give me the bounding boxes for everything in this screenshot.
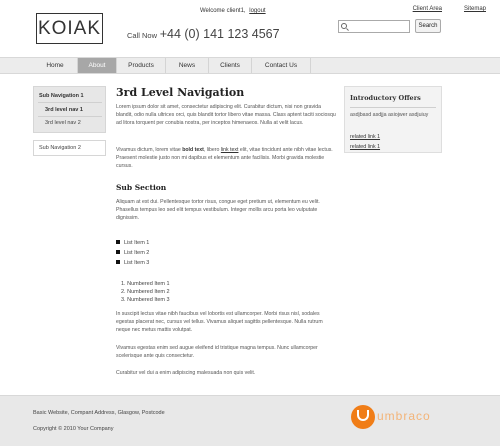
footer-copyright: Copyright © 2010 Your Company (33, 426, 114, 432)
phone-number: +44 (0) 141 123 4567 (159, 27, 280, 41)
nav-item-clients[interactable]: Clients (220, 62, 240, 69)
subnav-item-1[interactable]: 3rd level nav 1 (45, 107, 83, 113)
sitemap-link[interactable]: Sitemap (463, 6, 486, 12)
bold-text: bold text (182, 147, 204, 153)
call-now (127, 27, 280, 41)
sub-navigation-1 (33, 86, 106, 133)
numbered-item: 1. Numbered Item 1 (121, 281, 170, 287)
main-nav (0, 57, 500, 74)
bullet-icon (116, 250, 120, 254)
numbered-item: 3. Numbered Item 3 (121, 297, 170, 303)
nav-item-home[interactable]: Home (46, 62, 64, 69)
list-item-label: List Item 2 (124, 250, 150, 256)
list-item-label: List Item 1 (124, 240, 150, 246)
body-paragraph: In suscipit lectus vitae nibh faucibus vel lobortis est ullamcorper. Morbi risus nisl, sodales egestas placerat nec, cursus vel tellus. Vivamus aliquet sagittis pellentesque. Nulla rutrum neque nec metus mattis volutpat. (116, 311, 323, 333)
subnav-2-label: Sub Navigation 2 (39, 145, 81, 151)
list-item-label: List Item 3 (124, 260, 150, 266)
client-area-link[interactable]: Client Area (412, 6, 442, 12)
search-icon (341, 23, 347, 29)
sub-section-title: Sub Section (116, 183, 167, 192)
bullet-icon (116, 260, 120, 264)
umbraco-wordmark[interactable]: umbraco (377, 409, 431, 423)
call-label: Call Now (127, 31, 158, 40)
offers-text: asdjbasd asdjja asiojwer asdjuiuy (350, 112, 429, 118)
client-area-links (413, 6, 442, 12)
related-link[interactable]: related link 1 (350, 144, 381, 150)
nav-divider (310, 58, 311, 73)
list-item (116, 250, 149, 256)
introductory-offers-box (344, 86, 442, 153)
subnav-divider (38, 102, 102, 103)
search-input[interactable] (338, 20, 410, 33)
search-button[interactable]: Search (415, 19, 441, 33)
list-item (116, 260, 149, 266)
welcome-label: Welcome client1, (200, 8, 246, 14)
welcome-text (200, 8, 266, 14)
body-paragraph: Vivamus egestas enim sed augue eleifend id tristique magna tempus. Nunc ullamcorper scelerisque ante quis consectetur. (116, 345, 318, 359)
nav-item-about[interactable]: About (78, 58, 116, 73)
p2-text-a: Vivamus dictum, lorem vitae (116, 147, 183, 153)
p2-text-c: elit, vitae tincidunt ante nibh vitae lectus. Praesent molestie justo non mi dapibus et elementum ante facilisis. Morbi gravida molestie cursus. (116, 147, 333, 169)
subnav-divider (38, 116, 102, 117)
logout-link[interactable]: logout (249, 8, 266, 14)
numbered-item: 2. Numbered Item 2 (121, 289, 170, 295)
subnav-item-2[interactable]: 3rd level nav 2 (45, 120, 81, 126)
umbraco-logo-icon[interactable] (351, 405, 375, 429)
nav-item-products[interactable]: Products (128, 62, 154, 69)
nav-item-news[interactable]: News (178, 62, 196, 69)
p2-text-b: , libero (203, 147, 221, 153)
related-link[interactable]: related link 1 (350, 134, 381, 140)
sub-navigation-2[interactable] (33, 140, 106, 156)
subnav-heading[interactable]: Sub Navigation 1 (39, 93, 84, 99)
body-paragraph: Curabitur vel dui a enim adipiscing malesuada non quis velit. (116, 370, 256, 376)
page-title: 3rd Level Navigation (116, 86, 245, 99)
intro-paragraph: Lorem ipsum dolor sit amet, consectetur adipiscing elit. Curabitur dictum, nisi non gravida blandit, odio nulla ultrices orci, quis blandit tortor libero vitae massa. Class aptent taciti sociosqu ad litora torquent per conubia nostra, per inceptos himenaeos. Nulla at velit lacus. (116, 104, 336, 126)
list-item (116, 240, 149, 246)
nav-item-contact-us[interactable]: Contact Us (264, 62, 298, 69)
second-paragraph (116, 146, 336, 170)
site-logo[interactable]: KOIAK (36, 13, 103, 44)
offers-divider (350, 107, 436, 108)
footer-address: Basic Website, Compant Address, Glasgow, Postcode (33, 410, 165, 416)
inline-link[interactable]: link text (220, 147, 239, 153)
bullet-icon (116, 240, 120, 244)
offers-heading: Introductory Offers (350, 94, 421, 102)
sub-section-paragraph: Aliquam at est dui. Pellentesque tortor risus, congue eget pretium ut, elementum eu velit. Phasellus tempus leo sed elit tempus vestibulum. Integer mollis arcu porta leo vulputate dignissim. (116, 199, 320, 221)
